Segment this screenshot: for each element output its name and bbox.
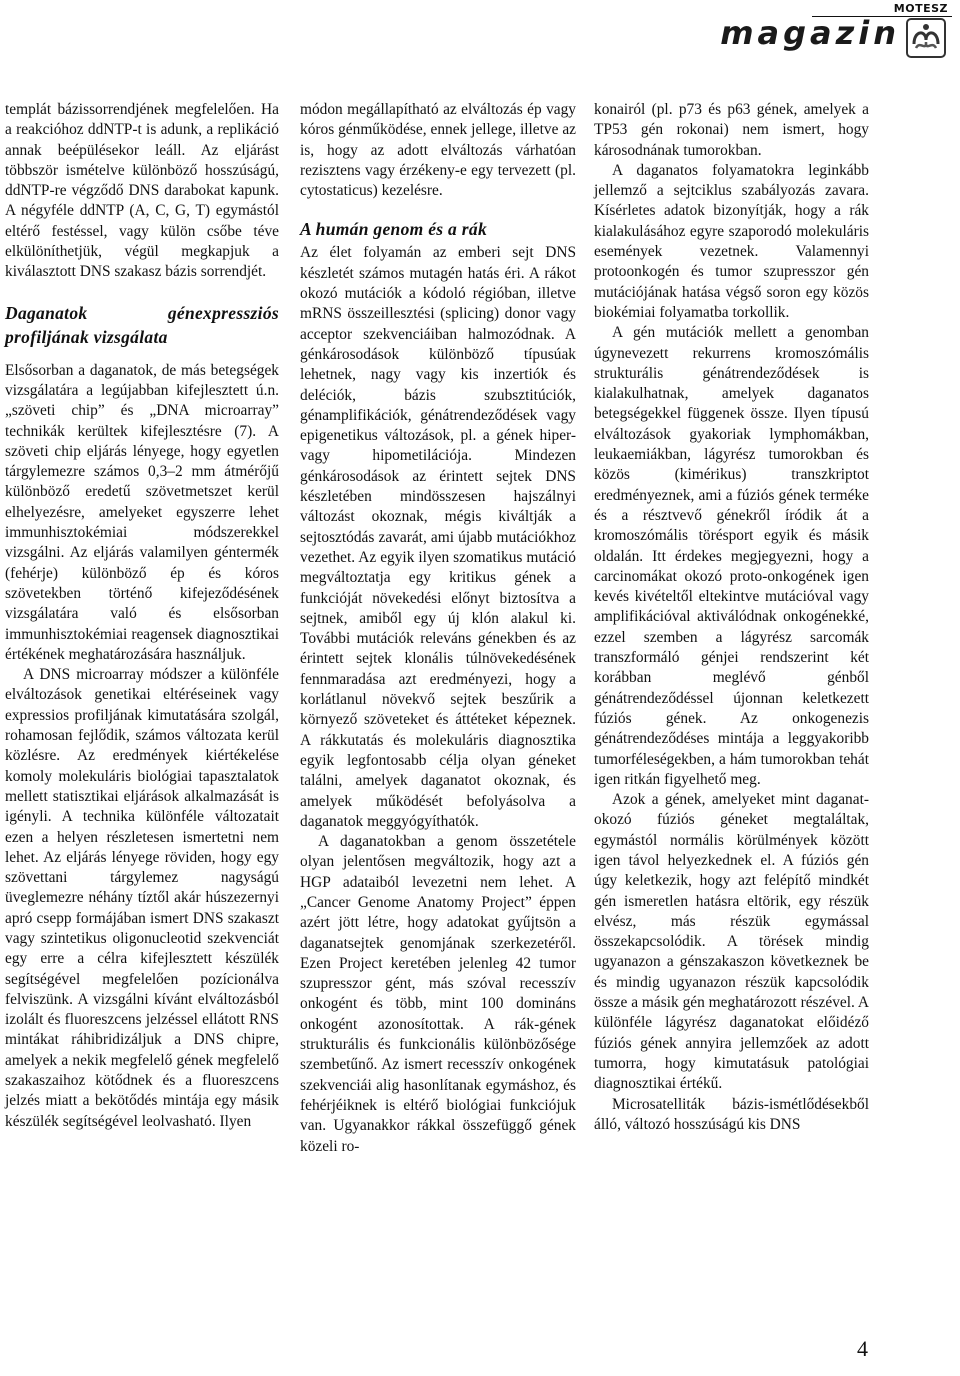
text-column-2 [300, 100, 576, 1157]
paragraph: A daganatokban a genom összetétele olyan jelentősen megváltozik, hogy azt a HGP adataiból levezetni nem lehet. A „Cancer Genome Anatomy Project” éppen azért jött létre, hogy adatokat gyűjtsön a daganatsejtek genomjának szerkezetéről. Ezen Project keretében jelenleg 42 tumor szupresszor gént, más szóval recesszív onkogént és több, mint 100 domináns onkogént azonosítottak. A rák-gének strukturális és funkcionális különbözősége szembetűnő. Az ismert recesszív onkogének szekvenciái alig hasonlítanak egymáshoz, és fehérjéiknek is eltérő biológiai funkciójuk van. Ugyanakkor rákkal összefüggő gének közeli ro- [300, 833, 576, 1155]
paragraph: A daganatos folyamatokra leginkább jellemző a sejtciklus szabályozás zavara. Kísérletes adatok bizonyítják, hogy a rák kialakulásához egyre szaporodó molekuláris események vezetnek. Valamennyi protoonkogén és tumor szupresszor gén mutációjának hatása végső soron egy közös biokémiai folyamatba torkollik. [594, 161, 869, 321]
paragraph: templát bázissorrendjének megfelelően. Ha a reakcióhoz ddNTP-t is adunk, a replikáció annak beépülésekor leáll. Az eljárást többször ismételve különböző hosszúságú, ddNTP-re végződő DNS darabokat kapunk. A négyféle ddNTP (A, C, G, T) egymástól eltérő festéssel, vagy külön csőbe téve elkülöníthetjük, végül megkapjuk a kiválasztott DNS szakasz bázis sorrendjét. [5, 101, 279, 281]
paragraph: A DNS microarray módszer a különféle elváltozások genetikai eltéréseinek vagy expressios profiljának kimutatására szolgál, rohamosan fejlődik, számos változata kerül közlésre. Az eredmények kiértékelése komoly molekuláris biológiai tapasztalatok mellett statisztikai eljárások alkalmazását is igényli. A technika különféle változatait ezen a helyen részletesen ismertetni nem lehet. Az eljárás lényege röviden, hogy egy szövettani tárgylemez nagyságú üveglemezre néhány tíztől akár húszezernyi apró csepp formájában ismert DNS szakaszt vagy szintetikus oligonucleotid szekvenciát egy erre a célra kifejlesztett készülék segítségével megfelelően pozícionálva felviszünk. A vizsgálni kívánt elváltozásból izolált és fluoreszcens jelzéssel ellátott RNS mintákat ráhibridizáljuk a DNS chipre, amelyek a nekik megfelelő gének megfelelő szakaszaihoz kötődnek és a fluoreszcens jelzés miatt a bekötődés mintája egy másik készülék segítségével leolvasható. Ilyen [5, 666, 279, 1130]
text-column-3 [594, 100, 869, 1135]
section-heading: Daganatok génexpressziós profiljának vizsgálata [5, 302, 279, 347]
paragraph: Microsatelliták bázis-ismétlődésekből álló, változó hosszúságú kis DNS [594, 1095, 869, 1133]
magazine-title: magazin [720, 14, 900, 52]
paragraph: módon megállapítható az elváltozás ép vagy kóros génműködése, ennek jellege, illetve az is, hogy az adott elváltozás várhatóan rezisztens vagy érzékeny-e egy tervezett (pl. cytostaticus) kezelésre. [300, 101, 576, 200]
publisher-name: MOTESZ [893, 2, 948, 15]
section-heading: A humán genom és a rák [300, 219, 487, 240]
page-header [720, 0, 952, 72]
text-column-1 [5, 100, 279, 1132]
motesz-logo-icon [906, 18, 946, 58]
paragraph: A gén mutációk mellett a genomban úgynevezett rekurrens kromoszómális strukturális génátrendeződések is kialakulhatnak, amelyek daganatos betegségekkel függenek össze. Ilyen típusú elváltozások gyakoriak lymphomákban, leukaemiákban, lágyrész tumorokban és közös (kimérikus) transzkriptot eredményeznek, ami a fúziós gének terméke és a résztvevő génekről íródik át a kromoszómális törésport egyik és másik oldalán. Itt érdekes megjegyezni, hogy a carcinomákat okozó proto-onkogének igen kevés kivételtől eltekintve mutációval vagy amplifikációval aktiválódnak onkogénekké, ezzel szemben a lágyrész sarcomák transzformáló génjei rendszerint két korábban meglévő génből génátrendeződéssel újonnan keletkezett fúziós gének. Az onkogenezis génátrendeződéses mintája a leggyakoribb tumorféleségekben, a hám tumorokban tehát igen ritkán figyelhető meg. [594, 324, 869, 788]
paragraph: Azok a gének, amelyeket mint daganat-okozó fúziós géneket megtaláltak, egymástól normális körülmények között igen távol helyezkednek el. A fúziós gén úgy keletkezik, hogy azt felépítő mindkét gén ismeretlen hatásra eltörik, egy részük elvész, más részük egymással összekapcsolódik. A törések mindig ugyanazon a génszakaszon következnek be és mindig ugyanazon részük kapcsolódik össze a másik gén meghatározott részével. A különféle lágyrész daganatokat előidéző fúziós gének annyira jellemzőek az adott tumorra, hogy kimutatásuk patológiai diagnosztikai értékű. [594, 791, 869, 1093]
page-number: 4 [857, 1336, 868, 1361]
paragraph: Az élet folyamán az emberi sejt DNS készletét számos mutagén hatás éri. A rákot okozó mutációk a kódoló régióban, illetve mRNS összeillesztési (splicing) donor vagy acceptor szekvenciáiban halmozódnak. A génkárosodások különböző típusúak lehetnek, nagy vagy kis inzertiók és deléciók, bázis szubsztitúciók, génamplifikációk, génátrendeződések vagy epigenetikus változások, pl. a gének hiper- vagy hipometilációja. Mindezen génkárosodások az érintett sejtek DNS készletében mindösszesen hajszálnyi változást okoznak, mégis kiváltják a sejtosztódás zavarát, ami újabb mutációkhoz vezethet. Az egyik ilyen szomatikus mutáció megváltoztatja egy kritikus gének a funkcióját növekedési előnyt biztosítva a sejtnek, amiből egy új klón alakul ki. További mutációk releváns génekben és az érintett sejtek klonális túlnövekedésének fennmaradása azt eredményezi, hogy a korlátlanul növekvő sejtek beszűrik a környező szöveteket és áttéteket képeznek. A rákkutatás és molekuláris diagnosztika egyik legfontosabb célja olyan géneket találni, amelyek daganatot okoznak, és amelyek működését befolyásolva a daganatok meggyógyíthatók. [300, 244, 576, 830]
paragraph: konairól (pl. p73 és p63 gének, amelyek a TP53 gén rokonai) nem ismert, hogy károsodnának tumorokban. [594, 101, 869, 159]
paragraph: Elsősorban a daganatok, de más betegségek vizsgálatára a legújabban kifejlesztett ú.n. „szöveti chip” és „DNA microarray” technikák kerültek kifejlesztésre (7). A szöveti chip eljárás lényege, hogy egyetlen tárgylemezre számos 0,3–2 mm átmérőjű különböző eredetű szövetmetszet kerül elhelyezésre, amelyeket egyszerre lehet immunhisztokémiai módszerekkel vizsgálni. Az eljárás valamilyen géntermék (fehérje) különböző ép és kóros szövetekben történő kifejeződésének vizsgálatára való és elsősorban immunhisztokémiai reagensek diagnosztikai értékének meghatározására használjuk. [5, 361, 279, 663]
